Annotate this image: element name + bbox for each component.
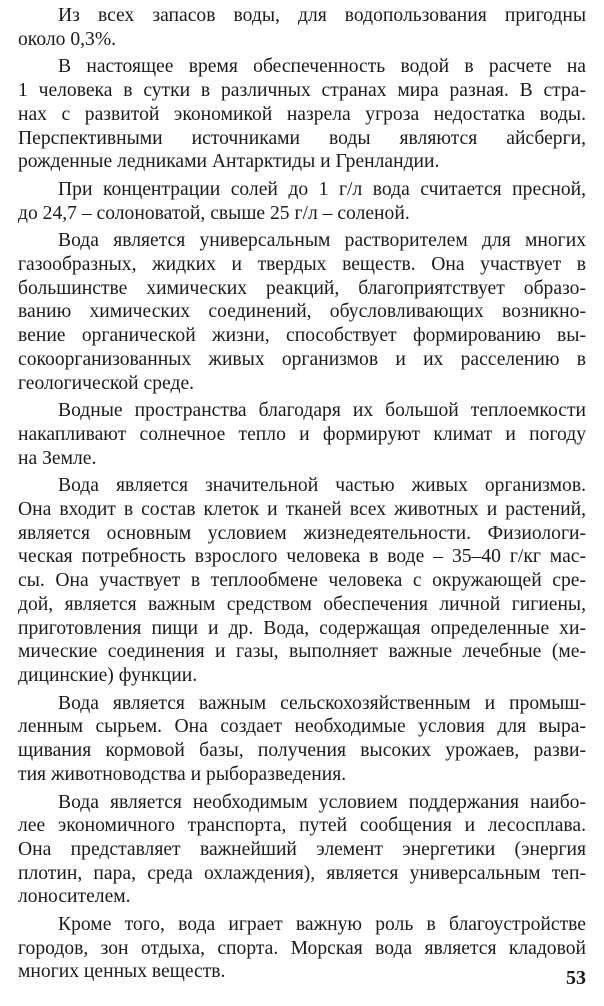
text-line: Вода является важным сельскохозяйственным и промыш- [58, 692, 586, 714]
text-line: дой, является важным средством обеспечения личной гигиены, [18, 593, 586, 615]
text-line: большинстве химических реакций, благоприятствует образо- [18, 277, 586, 299]
text-line: щивания кормовой базы, получения высоких урожаев, разви- [18, 740, 586, 762]
text-line: Водные пространства благодаря их большой теплоемкости [58, 400, 586, 422]
text-line: тия животноводства и рыборазведения. [18, 763, 347, 785]
text-line: мические соединения и газы, выполняет важные лечебные (ме- [18, 641, 586, 663]
text-line: 1 человека в сутки в различных странах мира разная. В стра- [18, 80, 586, 102]
paragraph [18, 399, 586, 470]
text-line: Вода является необходимым условием поддержания наибо- [58, 791, 586, 813]
text-line: При концентрации солей до 1 г/л вода считается пресной, [58, 178, 586, 200]
text-line: Она представляет важнейший элемент энергетики (энергия [18, 838, 586, 860]
text-line: Кроме того, вода играет важную роль в благоустройстве [58, 914, 586, 936]
text-line: вение органической жизни, способствует формированию вы- [18, 325, 586, 347]
text-line: ванию химических соединений, обусловливающих возникно- [18, 301, 586, 323]
paragraph [18, 913, 586, 984]
text-line: лоносителем. [18, 886, 131, 908]
text-line: накапливают солнечное тепло и формируют климат и погоду [18, 423, 586, 445]
text-line: нах с развитой экономикой назрела угроза недостатка воды. [18, 103, 586, 125]
text-line: Вода является универсальным растворителем для многих [58, 230, 586, 252]
text-line: до 24,7 – солоноватой, свыше 25 г/л – соленой. [18, 202, 410, 224]
text-line: сы. Она участвует в теплообмене человека с окружающей сре- [18, 570, 586, 592]
text-line: Она входит в состав клеток и тканей всех животных и растений, [18, 499, 586, 521]
text-line: ческая потребность взрослого человека в воде – 35–40 г/кг мас- [18, 546, 586, 568]
text-line: плотин, пара, среда охлаждения), является универсальным теп- [18, 862, 586, 884]
text-line: приготовления пищи и др. Вода, содержащая определенные хи- [18, 617, 586, 639]
text-line: Вода является значительной частью живых организмов. [58, 475, 586, 497]
paragraph [18, 474, 586, 687]
paragraph [18, 229, 586, 395]
text-line: геологической среде. [18, 372, 195, 394]
body-text [18, 4, 586, 988]
paragraph [18, 55, 586, 174]
text-line: на Земле. [18, 447, 97, 469]
text-line: лее экономичного транспорта, путей сообщения и лесосплава. [18, 815, 586, 837]
text-line: газообразных, жидких и твердых веществ. Она участвует в [18, 254, 586, 276]
text-line: многих ценных веществ. [18, 961, 226, 983]
text-line: В настоящее время обеспеченность водой в расчете на [58, 56, 586, 78]
page-number: 53 [566, 967, 586, 989]
paragraph [18, 692, 586, 787]
text-line: Перспективными источниками воды являются айсберги, [18, 127, 586, 149]
text-line: сокоорганизованных живых организмов и их расселению в [18, 348, 586, 370]
paragraph [18, 4, 586, 51]
paragraph [18, 178, 586, 225]
text-line: Из всех запасов воды, для водопользования пригодны [58, 5, 586, 26]
text-line: ленным сырьем. Она создает необходимые условия для выра- [18, 716, 586, 738]
text-line: городов, зон отдыха, спорта. Морская вода является кладовой [18, 937, 586, 959]
paragraph [18, 791, 586, 910]
text-line: около 0,3%. [18, 28, 117, 50]
text-line: рожденные ледниками Антарктиды и Гренландии. [18, 151, 440, 173]
text-line: является основным условием жизнедеятельности. Физиологи- [18, 522, 586, 544]
text-line: дицинские) функции. [18, 664, 198, 686]
